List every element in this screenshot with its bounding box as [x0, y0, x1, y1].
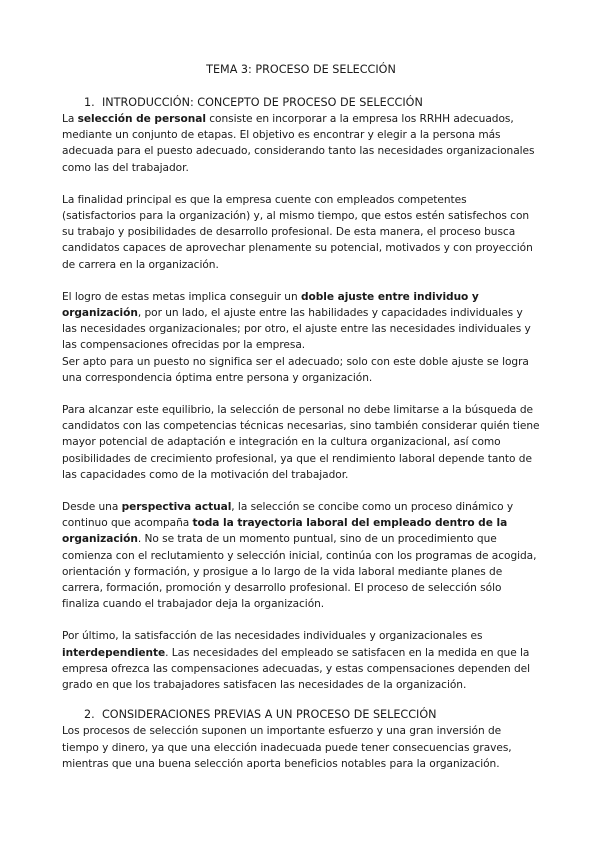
bold-term: perspectiva actual: [121, 501, 232, 514]
text-run: . No se trata de un momento puntual, sino de un procedimiento que comienza con el reclutamiento y selección inicial, continúa con los programas de acogida, orientación y formación, y prosigue a lo largo de la vida laboral mediante planes de carrera, formación, promoción y desarrollo profesional. El proceso de selección sólo finaliza cuando el trabajador deja la organización.: [62, 533, 537, 611]
paragraph: [62, 499, 540, 612]
paragraph: La finalidad principal es que la empresa cuente con empleados competentes (satisfactorios para la organización) y, al mismo tiempo, que estos estén satisfechos con su trabajo y posibilidades de desarrollo profesional. De esta manera, el proceso busca candidatos capaces de aprovechar plenamente su potencial, motivados y con proyección de carrera en la organización.: [62, 193, 533, 271]
bold-term: toda la trayectoria laboral del empleado dentro de la organización: [62, 517, 508, 546]
text-run: , por un lado, el ajuste entre las habilidades y capacidades individuales y las necesidades organizacionales; por otro, el ajuste entre las necesidades individuales y las compensaciones ofrecidas por la empresa.: [62, 307, 531, 352]
paragraph: [62, 628, 540, 693]
section-1-number: 1.: [84, 96, 95, 109]
section-2-title: CONSIDERACIONES PREVIAS A UN PROCESO DE SELECCIÓN: [102, 708, 437, 722]
paragraph: Para alcanzar este equilibrio, la selección de personal no debe limitarse a la búsqueda de candidatos con las competencias técnicas necesarias, sino también considerar quién tiene mayor potencial de adaptación e integración en la cultura organizacional, así como posibilidades de crecimiento profesional, ya que el rendimiento laboral depende tanto de las capacidades como de la motivación del trabajador.: [62, 404, 540, 481]
text-run: La: [62, 113, 78, 125]
paragraph: [62, 289, 540, 354]
paragraph: Los procesos de selección suponen un importante esfuerzo y una gran inversión de tiempo y dinero, ya que una elección inadecuada puede tener consecuencias graves, mientras que una buena selección aporta beneficios notables para la organización.: [62, 725, 512, 770]
section-1-heading: [62, 95, 540, 111]
section-2-number: 2.: [84, 708, 95, 722]
text-run: consiste en incorporar a la empresa los RRHH adecuados, mediante un conjunto de etapas. El objetivo es encontrar y elegir a la persona más adecuada para el puesto adecuado, considerando tanto las necesidades organizacionales como las del trabajador.: [62, 113, 535, 174]
bold-term: doble ajuste entre individuo y organización: [62, 290, 479, 320]
section-2-heading: [62, 707, 540, 723]
document-page: [62, 62, 540, 788]
text-run: Por último, la satisfacción de las necesidades individuales y organizacionales es: [62, 630, 483, 643]
document-title: TEMA 3: PROCESO DE SELECCIÓN: [206, 63, 396, 76]
text-run: . Las necesidades del empleado se satisfacen en la medida en que la empresa ofrezca las compensaciones adecuadas, y estas compensaciones dependen del grado en que los trabajadores satisfacen las necesidades de la organización.: [62, 646, 531, 692]
paragraph: [62, 111, 540, 176]
text-run: El logro de estas metas implica conseguir un: [62, 290, 301, 303]
bold-term: interdependiente: [62, 646, 166, 659]
text-run: , la selección se concibe como un proceso dinámico y continuo que acompaña: [62, 501, 514, 530]
bold-term: selección de personal: [77, 113, 206, 125]
section-1-title: INTRODUCCIÓN: CONCEPTO DE PROCESO DE SELECCIÓN: [102, 96, 423, 109]
text-run: Desde una: [62, 501, 122, 514]
paragraph: Ser apto para un puesto no significa ser el adecuado; solo con este doble ajuste se logra una correspondencia óptima entre persona y organización.: [62, 355, 529, 384]
